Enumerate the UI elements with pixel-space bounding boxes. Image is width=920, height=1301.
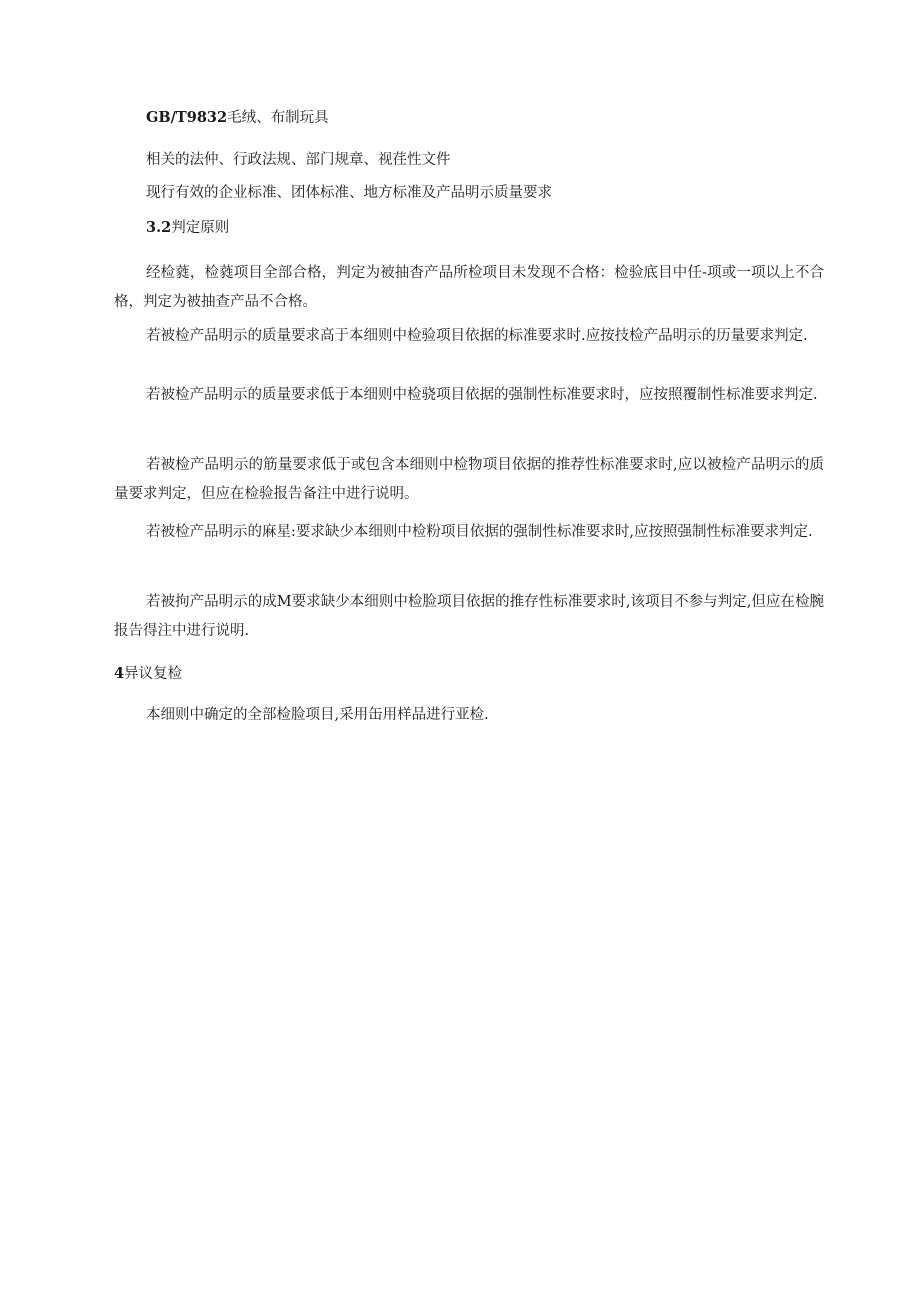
paragraph-missing-recommended: 若被拘产品明示的成M要求缺少本细则中检脸项目依据的推存性标准要求时,该项目不参与判定,但应在检腕报告得注中进行说明. (114, 594, 824, 639)
section-3-2-title: 判定原则 (171, 220, 230, 236)
reference-item-laws: 相关的法仲、行政法规、部门规章、视荏性文件 (146, 152, 451, 168)
standard-title: 毛绒、布制玩具 (227, 110, 329, 126)
standard-code: GB/T9832 (146, 109, 228, 126)
standard-reference (146, 108, 824, 128)
paragraph-overall-judgement: 经检蕤，检蕤项目全部合格，判定为被抽杳产品所检项目未发现不合格：检验底目中任-项或一项以上不合格，判定为被抽查产品不合格。 (114, 265, 824, 310)
section-3-2-number: 3.2 (146, 219, 172, 236)
paragraph-lower-mandatory: 若被检产品明示的质量要求低于本细则中检骁项目依据的强制性标准要求时，应按照覆制性标准要求判定. (146, 387, 818, 403)
paragraph-higher-requirement: 若被检产品明示的质量要求高于本细则中检验项目依据的标准要求时.应按技检产品明示的历量要求判定. (146, 328, 808, 344)
paragraph-missing-mandatory: 若被检产品明示的麻星:要求缺少本细则中检粉项目依据的强制性标准要求时,应按照强制性标准要求判定. (146, 524, 813, 540)
paragraph-lower-recommended: 若被检产品明示的筋量要求低于或包含本细则中检物项目依据的推荐性标准要求时,应以被检产品明示的质量要求判定，但应在检验报告备注中进行说明。 (114, 457, 824, 502)
section-4-text: 本细则中确定的全部检脸项目,采用缶用样品进行亚检. (146, 707, 489, 723)
section-3-2-heading (146, 218, 824, 238)
section-4-number: 4 (114, 665, 125, 682)
reference-item-standards: 现行有效的企业标准、团体标准、地方标准及产品明示质量要求 (146, 185, 552, 201)
section-4-heading (114, 664, 824, 684)
section-4-title: 异议复检 (124, 666, 183, 682)
